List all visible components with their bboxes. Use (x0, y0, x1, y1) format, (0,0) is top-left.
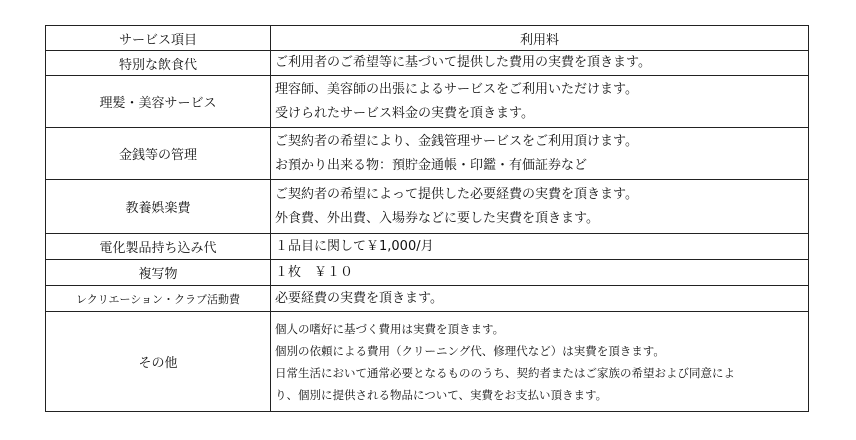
fee-line: 外食費、外出費、入場券などに要した実費を頂きます。 (275, 210, 599, 226)
fee-line: ご利用者のご希望等に基づいて提供した費用の実費を頂きます。 (275, 55, 651, 70)
header-fee: 利用料 (271, 26, 809, 51)
fee-cell (271, 128, 809, 180)
service-item-cell: 特別な飲食代 (46, 51, 271, 76)
service-fee-table (45, 25, 809, 412)
service-item-cell: 金銭等の管理 (46, 128, 271, 180)
service-item-cell: 教養娯楽費 (46, 180, 271, 234)
table-row (46, 76, 809, 128)
fee-cell (271, 76, 809, 128)
table-row (46, 51, 809, 76)
fee-line: ご契約者の希望によって提供した必要経費の実費を頂きます。 (275, 186, 638, 202)
table-row (46, 128, 809, 180)
fee-line: 必要経費の実費を頂きます。 (275, 290, 443, 306)
fee-cell (271, 234, 809, 260)
table-row (46, 286, 809, 312)
fee-cell (271, 51, 809, 76)
fee-cell (271, 180, 809, 234)
fee-cell (271, 312, 809, 412)
table-header-row (46, 26, 809, 51)
fee-cell (271, 286, 809, 312)
fee-line: り、個別に提供される物品について、実費をお支払い頂きます。 (275, 387, 608, 402)
fee-line: 個別の依頼による費用（クリーニング代、修理代など）は実費を頂きます。 (275, 343, 665, 358)
table-row (46, 234, 809, 260)
fee-line: 個人の嗜好に基づく費用は実費を頂きます。 (275, 321, 505, 336)
service-item-cell: 複写物 (46, 260, 271, 286)
header-service-item: サービス項目 (46, 26, 271, 51)
table-row (46, 260, 809, 286)
service-item-cell: 理髪・美容サービス (46, 76, 271, 128)
fee-line: 日常生活において通常必要となるもののうち、契約者またはご家族の希望および同意によ (275, 365, 735, 380)
table-row (46, 180, 809, 234)
fee-line: １枚 ￥１０ (275, 264, 354, 280)
fee-line: 受けられたサービス料金の実費を頂きます。 (275, 105, 534, 121)
service-item-cell: その他 (46, 312, 271, 412)
fee-cell (271, 260, 809, 286)
service-item-cell: 電化製品持ち込み代 (46, 234, 271, 260)
fee-line: 理容師、美容師の出張によるサービスをご利用いただけます。 (275, 81, 638, 97)
service-item-cell: レクリエーション・クラブ活動費 (46, 286, 271, 312)
fee-line: お預かり出来る物：預貯金通帳・印鑑・有価証券など (275, 157, 588, 173)
fee-line: ご契約者の希望により、金銭管理サービスをご利用頂けます。 (275, 133, 638, 149)
fee-line: １品目に関して￥1,000/月 (275, 238, 434, 254)
table-row (46, 312, 809, 412)
